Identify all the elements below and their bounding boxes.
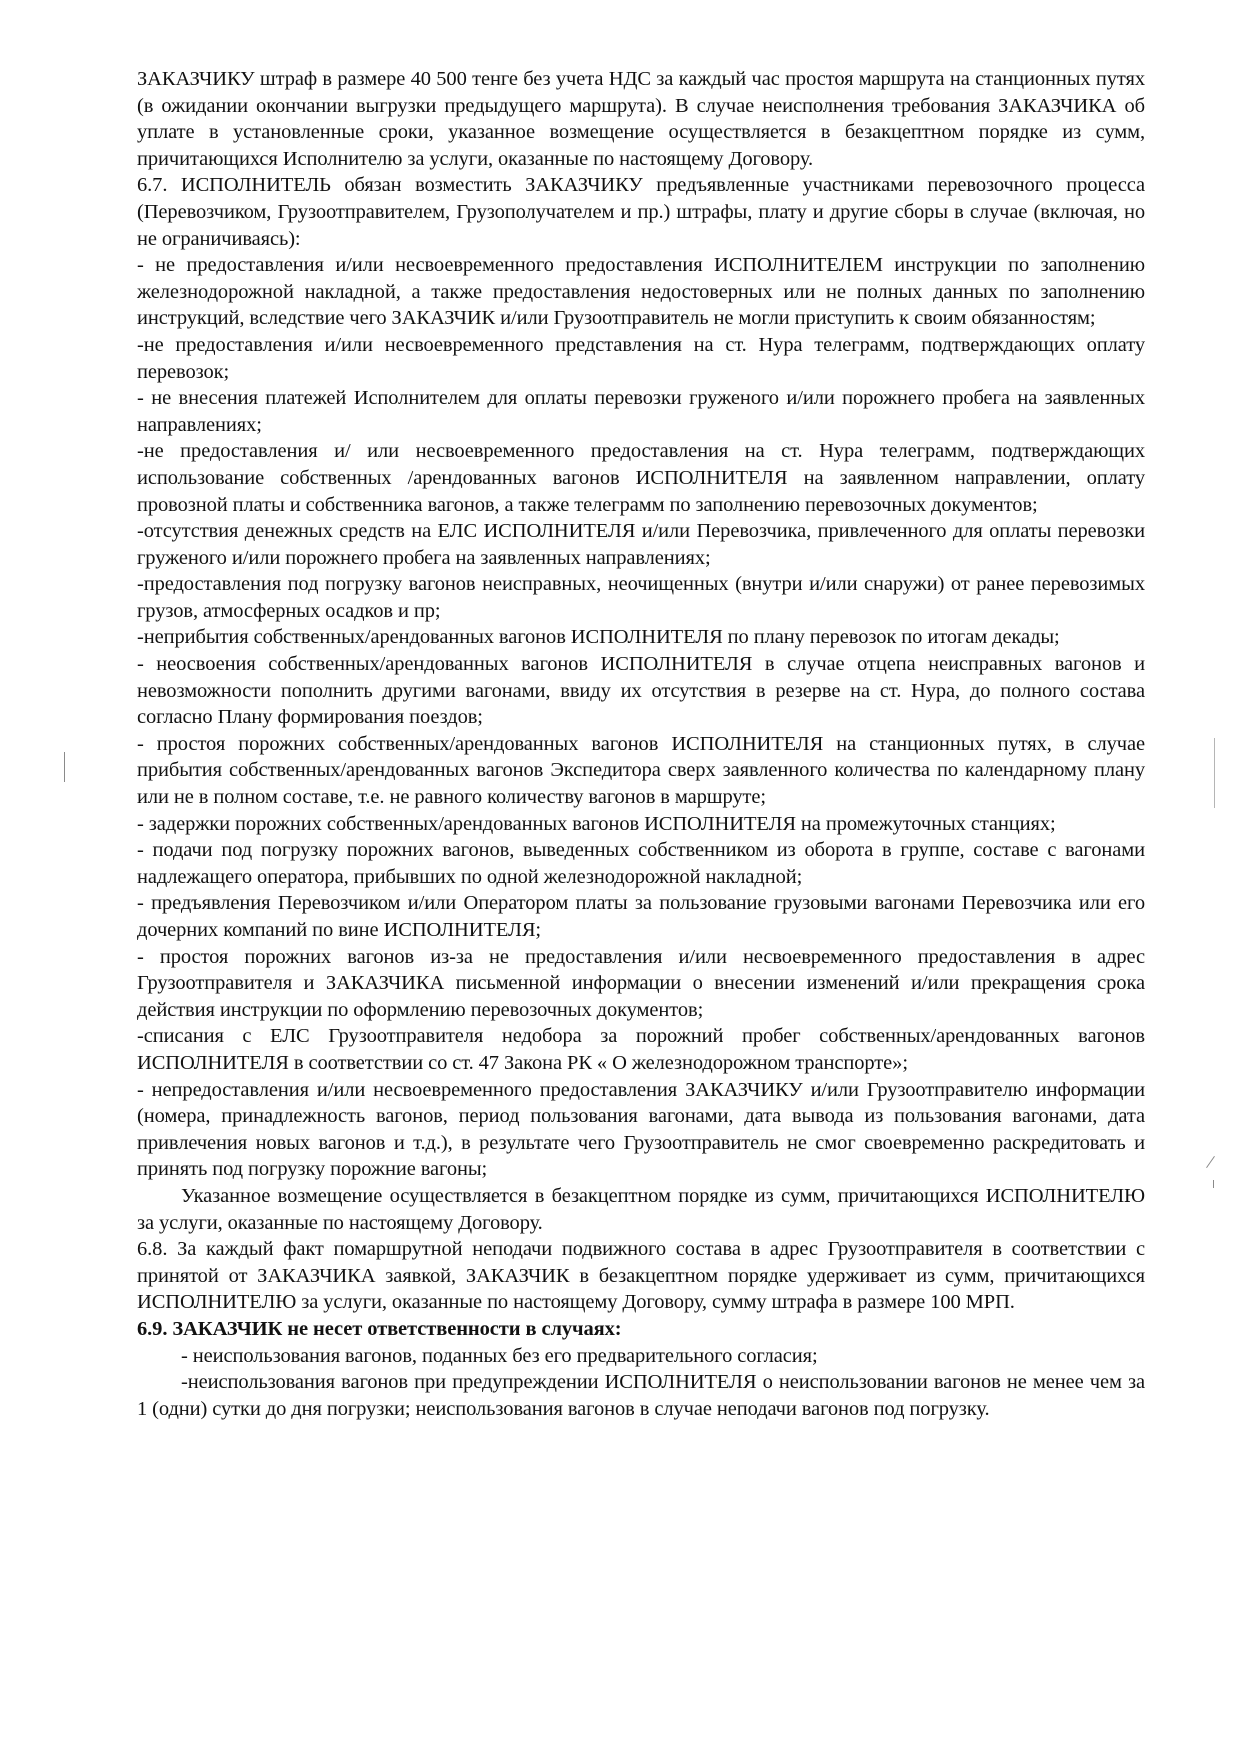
paragraph-6-8: 6.8. За каждый факт помаршрутной неподачи подвижного состава в адрес Грузоотправителя в соответствии с принятой от ЗАКАЗЧИКА заявкой, ЗАКАЗЧИК в безакцептном порядке удерживает из сумм, причитающихся ИСПОЛНИТЕЛЮ за услуги, оказанные по настоящему Договору, сумму штрафа в размере 100 МРП. [137, 1238, 1145, 1314]
list-item: -списания с ЕЛС Грузоотправителя недобора за порожний пробег собственных/арендованных вагонов ИСПОЛНИТЕЛЯ в соответствии со ст. 47 Закона РК « О железнодорожном транспорте»; [137, 1025, 1145, 1074]
list-item: - подачи под погрузку порожних вагонов, выведенных собственником из оборота в группе, составе с вагонами надлежащего оператора, прибывших по одной железнодорожной накладной; [137, 839, 1145, 888]
section-heading-6-9: 6.9. ЗАКАЗЧИК не несет ответственности в случаях: [137, 1317, 622, 1340]
scan-artifact-right-dot [1213, 1180, 1214, 1188]
paragraph-6-7: 6.7. ИСПОЛНИТЕЛЬ обязан возместить ЗАКАЗЧИКУ предъявленные участниками перевозочного процесса (Перевозчиком, Грузоотправителем, Грузополучателем и пр.) штрафы, плату и другие сборы в случае (включая, но не ограничиваясь): [137, 174, 1145, 250]
document-body [137, 66, 1145, 1422]
list-item: - не предоставления и/или несвоевременного предоставления ИСПОЛНИТЕЛЕМ инструкции по заполнению железнодорожной накладной, а также предоставления недостоверных или не полных данных по заполнению инструкций, вследствие чего ЗАКАЗЧИК и/или Грузоотправитель не могли приступить к своим обязанностям; [137, 254, 1145, 330]
list-item: - простоя порожних вагонов из-за не предоставления и/или несвоевременного предоставления в адрес Грузоотправителя и ЗАКАЗЧИКА письменной информации о внесении изменений и/или прекращения срока действия инструкции по оформлению перевозочных документов; [137, 945, 1145, 1021]
list-item: -неиспользования вагонов при предупреждении ИСПОЛНИТЕЛЯ о неиспользовании вагонов не менее чем за 1 (одни) сутки до дня погрузки; неиспользования вагонов в случае неподачи вагонов под погрузку. [137, 1371, 1145, 1420]
paragraph-6-6-continuation: ЗАКАЗЧИКУ штраф в размере 40 500 тенге без учета НДС за каждый час простоя маршрута на станционных путях (в ожидании окончании выгрузки предыдущего маршрута). В случае неисполнения требования ЗАКАЗЧИКА об уплате в установленные сроки, указанное возмещение осуществляется в безакцептном порядке из сумм, причитающихся Исполнителю за услуги, оказанные по настоящему Договору. [137, 68, 1145, 170]
list-item: - неосвоения собственных/арендованных вагонов ИСПОЛНИТЕЛЯ в случае отцепа неисправных вагонов и невозможности пополнить другими вагонами, ввиду их отсутствия в резерве на ст. Нура, до полного состава согласно Плану формирования поездов; [137, 653, 1145, 729]
list-item: - не внесения платежей Исполнителем для оплаты перевозки груженого и/или порожнего пробега на заявленных направлениях; [137, 387, 1145, 436]
scan-artifact-left [64, 752, 65, 782]
list-item: -отсутствия денежных средств на ЕЛС ИСПОЛНИТЕЛЯ и/или Перевозчика, привлеченного для оплаты перевозки груженого и/или порожнего пробега на заявленных направлениях; [137, 520, 1145, 569]
list-item: - непредоставления и/или несвоевременного предоставления ЗАКАЗЧИКУ и/или Грузоотправителю информации (номера, принадлежность вагонов, период пользования вагонами, дата вывода из пользования вагонами, дата привлечения новых вагонов и т.д.), в результате чего Грузоотправитель не смог своевременно раскредитовать и принять под погрузку порожние вагоны; [137, 1078, 1145, 1181]
list-item: - предъявления Перевозчиком и/или Оператором платы за пользование грузовыми вагонами Перевозчика или его дочерних компаний по вине ИСПОЛНИТЕЛЯ; [137, 892, 1145, 941]
list-item: - неиспользования вагонов, поданных без его предварительного согласия; [181, 1344, 818, 1367]
list-item: - простоя порожних собственных/арендованных вагонов ИСПОЛНИТЕЛЯ на станционных путях, в случае прибытия собственных/арендованных вагонов Экспедитора сверх заявленного количества по календарному плану или не в полном составе, т.е. не равного количеству вагонов в маршруте; [137, 732, 1145, 809]
list-item: -неприбытия собственных/арендованных вагонов ИСПОЛНИТЕЛЯ по плану перевозок по итогам декады; [137, 626, 1060, 649]
scan-artifact-right [1214, 738, 1215, 808]
scan-artifact-right-mark [1206, 1156, 1215, 1168]
list-item: -предоставления под погрузку вагонов неисправных, неочищенных (внутри и/или снаружи) от ранее перевозимых грузов, атмосферных осадков и пр; [137, 573, 1145, 622]
list-item: - задержки порожних собственных/арендованных вагонов ИСПОЛНИТЕЛЯ на промежуточных станциях; [137, 812, 1056, 835]
list-item: -не предоставления и/или несвоевременного представления на ст. Нура телеграмм, подтверждающих оплату перевозок; [137, 333, 1145, 383]
compensation-paragraph: Указанное возмещение осуществляется в безакцептном порядке из сумм, причитающихся ИСПОЛНИТЕЛЮ за услуги, оказанные по настоящему Договору. [137, 1184, 1145, 1234]
list-item: -не предоставления и/ или несвоевременного предоставления на ст. Нура телеграмм, подтверждающих использование собственных /арендованных вагонов ИСПОЛНИТЕЛЯ на заявленном направлении, оплату провозной платы и собственника вагонов, а также телеграмм по заполнению перевозочных документов; [137, 440, 1145, 516]
